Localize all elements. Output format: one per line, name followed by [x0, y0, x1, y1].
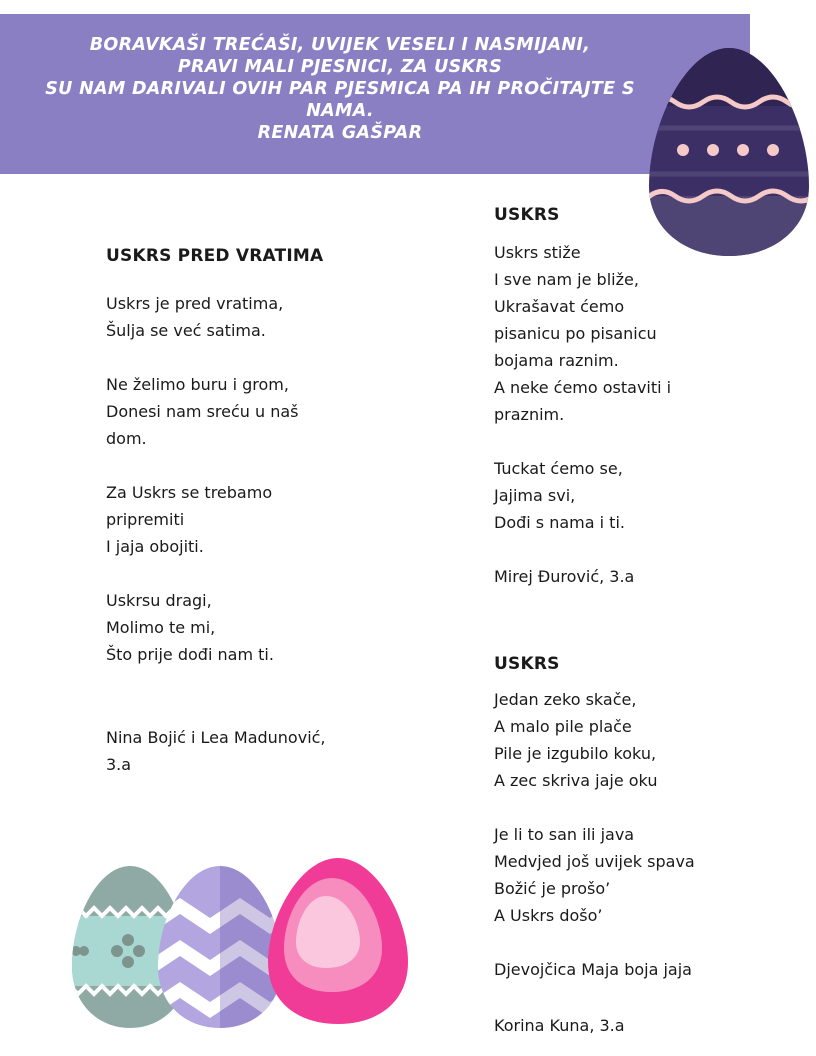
- poem-body: [494, 239, 671, 536]
- banner-line: NAMA.: [306, 101, 374, 121]
- poem-line: Uskrsu dragi,: [106, 591, 212, 610]
- poem-line: Šulja se već satima.: [106, 321, 266, 340]
- poem-line: bojama raznim.: [494, 351, 619, 370]
- author-line: 3.a: [106, 755, 132, 774]
- poem-line: Božić je prošo’: [494, 879, 611, 898]
- poem-line: A zec skriva jaje oku: [494, 771, 658, 790]
- stanza: [106, 587, 299, 668]
- poem-body: [106, 290, 299, 668]
- poem-line: Molimo te mi,: [106, 618, 216, 637]
- stanza: [494, 455, 671, 536]
- author-line: Nina Bojić i Lea Madunović,: [106, 728, 326, 747]
- easter-egg-icon: [647, 46, 811, 258]
- poem-line: Ukrašavat ćemo: [494, 297, 625, 316]
- stanza: [106, 479, 299, 560]
- poem-line: Uskrs stiže: [494, 243, 581, 262]
- banner-line: PRAVI MALI PJESNICI, ZA USKRS: [177, 57, 503, 77]
- easter-eggs-cluster: [70, 856, 415, 1036]
- stanza: [106, 371, 299, 452]
- banner-line: RENATA GAŠPAR: [257, 123, 423, 143]
- author-line: Mirej Đurović, 3.a: [494, 567, 635, 586]
- stanza: [494, 686, 695, 794]
- poem-author: [106, 724, 326, 778]
- poem-line: Jajima svi,: [494, 486, 576, 505]
- poem-title: USKRS PRED VRATIMA: [106, 246, 324, 266]
- poem-line: A malo pile plače: [494, 717, 632, 736]
- poem-line: Pile je izgubilo koku,: [494, 744, 657, 763]
- poem-line: Dođi s nama i ti.: [494, 513, 625, 532]
- poem-line: Za Uskrs se trebamo: [106, 483, 273, 502]
- easter-egg-icon: [260, 856, 415, 1036]
- poem-line: pripremiti: [106, 510, 185, 529]
- banner-text: [0, 34, 680, 144]
- banner-line: SU NAM DARIVALI OVIH PAR PJESMICA PA IH PROČITAJTE S: [45, 79, 635, 99]
- poem-line: Je li to san ili java: [494, 825, 635, 844]
- poem-line: A neke ćemo ostaviti i: [494, 378, 672, 397]
- poem-line: Uskrs je pred vratima,: [106, 294, 284, 313]
- stanza: [494, 239, 671, 428]
- poem-title: USKRS: [494, 205, 560, 225]
- stanza: [106, 290, 299, 344]
- stanza: [494, 956, 695, 983]
- poem-line: Donesi nam sreću u naš: [106, 402, 299, 421]
- poem-line: pisanicu po pisanicu: [494, 324, 657, 343]
- poem-line: dom.: [106, 429, 147, 448]
- poem-title: USKRS: [494, 654, 560, 674]
- poem-line: Medvjed još uvijek spava: [494, 852, 695, 871]
- poem-author: [494, 1012, 625, 1039]
- poem-line: Ne želimo buru i grom,: [106, 375, 289, 394]
- poem-line: Djevojčica Maja boja jaja: [494, 960, 692, 979]
- poem-line: I jaja obojiti.: [106, 537, 204, 556]
- poem-line: Što prije dođi nam ti.: [106, 645, 274, 664]
- poem-line: Jedan zeko skače,: [494, 690, 637, 709]
- poem-line: praznim.: [494, 405, 565, 424]
- poem-body: [494, 686, 695, 983]
- stanza: [494, 821, 695, 929]
- poem-line: Tuckat ćemo se,: [494, 459, 623, 478]
- poem-line: I sve nam je bliže,: [494, 270, 639, 289]
- banner-line: BORAVKAŠI TREĆAŠI, UVIJEK VESELI I NASMIJANI,: [89, 35, 591, 55]
- author-line: Korina Kuna, 3.a: [494, 1016, 625, 1035]
- poem-line: A Uskrs došo’: [494, 906, 603, 925]
- poem-author: [494, 563, 634, 590]
